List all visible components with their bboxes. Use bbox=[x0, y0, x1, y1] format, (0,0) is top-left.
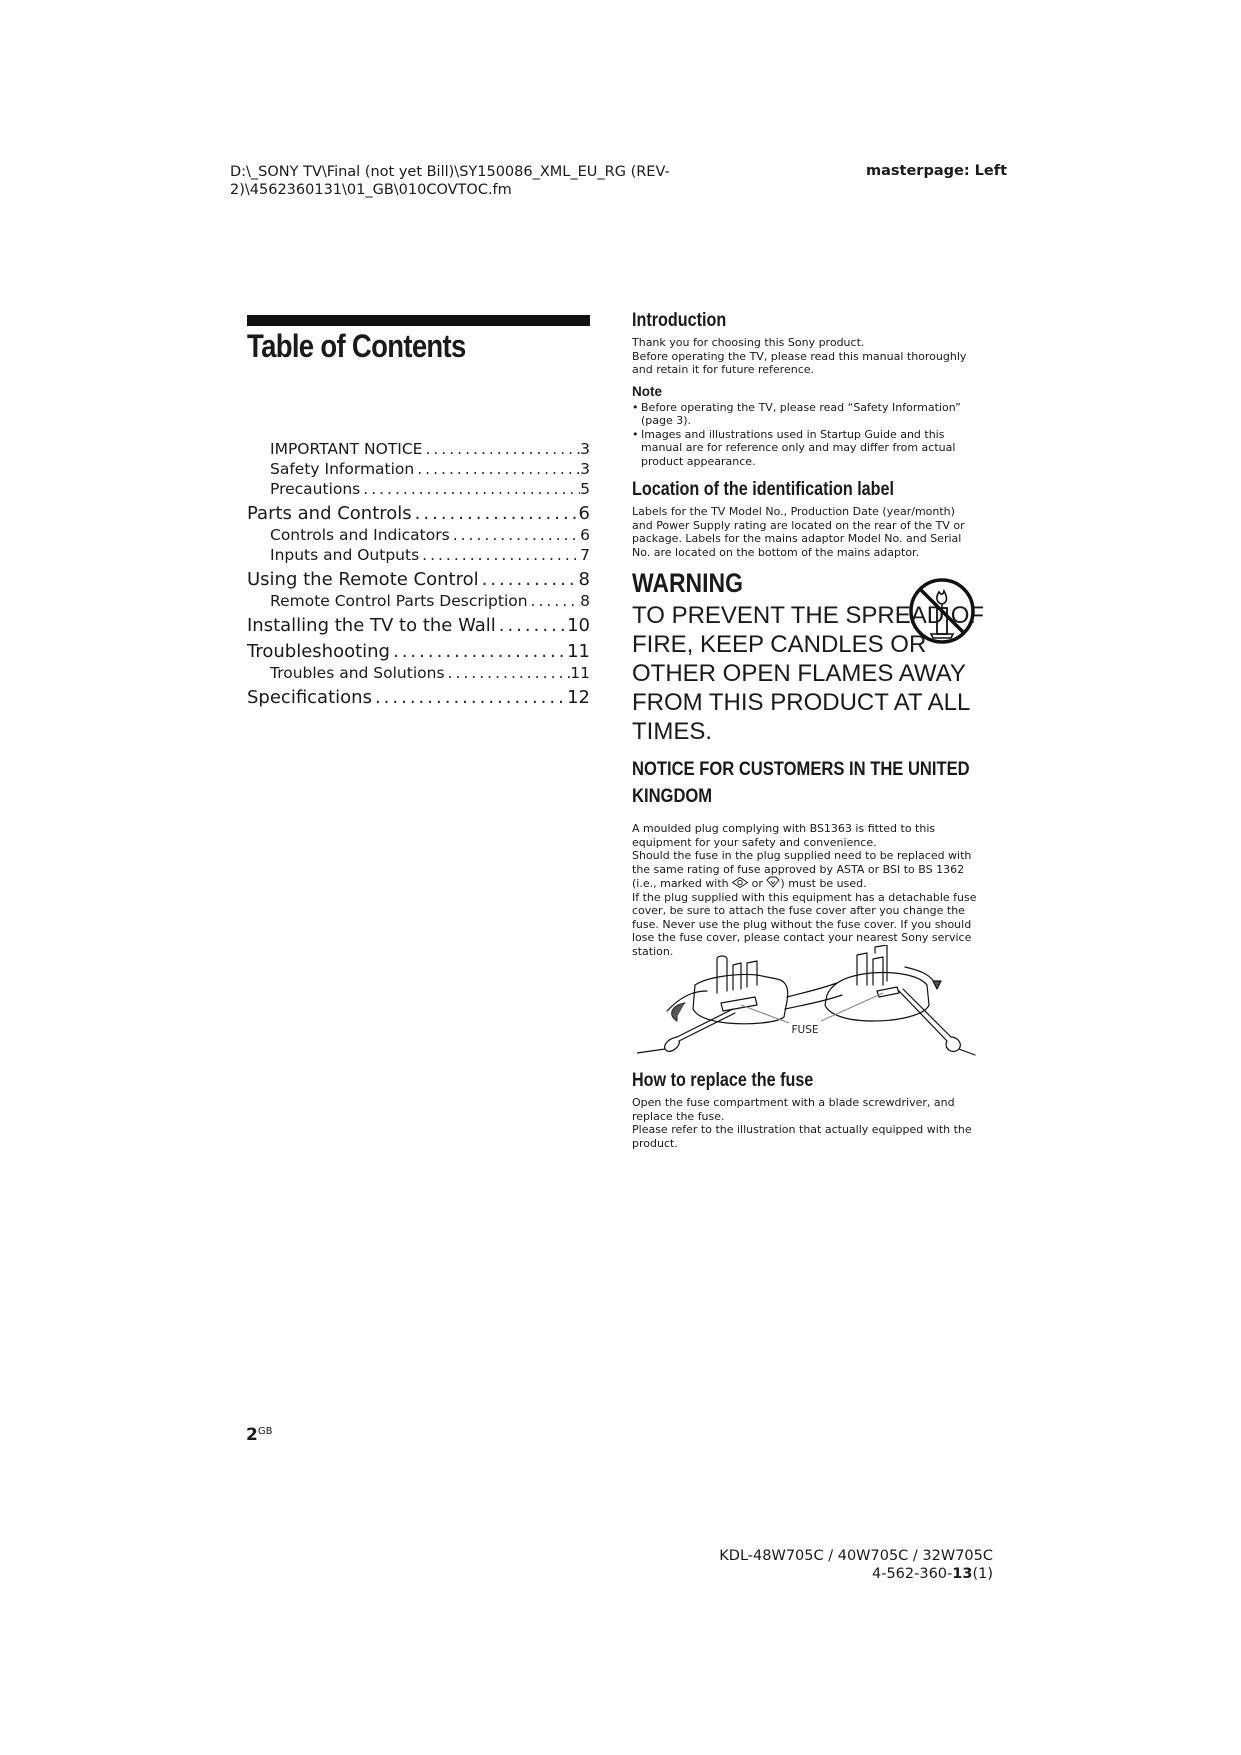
page-number-suffix: GB bbox=[257, 1426, 273, 1437]
toc-entry-page: 5 bbox=[580, 480, 590, 498]
plug-fuse-illustration bbox=[637, 945, 977, 1057]
uk-notice-paragraph-2-or: or bbox=[751, 877, 763, 890]
uk-notice-paragraph-2-start: Should the fuse in the plug supplied need to be replaced with the same rating of fuse approved by ASTA or BSI to BS 1362 (i.e., marked with bbox=[632, 849, 972, 890]
toc-entry[interactable] bbox=[247, 440, 590, 460]
identification-label-text: Labels for the TV Model No., Production Date (year/month) and Power Supply rating are located on the rear of the TV or package. Labels for the mains adaptor Model No. and Serial No. are located on the bottom of the mains adaptor. bbox=[632, 505, 965, 559]
uk-notice-paragraph-1: A moulded plug complying with BS1363 is fitted to this equipment for your safety and convenience. bbox=[632, 822, 936, 849]
toc-entry[interactable] bbox=[247, 615, 590, 638]
page-number bbox=[246, 1425, 272, 1445]
asta-mark-icon bbox=[732, 877, 748, 888]
intro-text-1: Thank you for choosing this Sony product. bbox=[632, 336, 865, 349]
warning-text: TO PREVENT THE SPREAD OF FIRE, KEEP CANDLES OR OTHER OPEN FLAMES AWAY FROM THIS PRODUCT AT ALL TIMES. bbox=[632, 602, 985, 745]
toc-entry[interactable] bbox=[247, 569, 590, 592]
bullet-glyph: • bbox=[632, 400, 639, 414]
toc-entry-title: Precautions bbox=[270, 480, 361, 498]
toc-leader-dots bbox=[390, 641, 567, 662]
toc-entry-page: 3 bbox=[580, 440, 590, 458]
toc-entry-page: 11 bbox=[570, 664, 590, 682]
page-number-value: 2 bbox=[246, 1425, 258, 1445]
toc-leader-dots bbox=[412, 503, 579, 524]
toc-entry[interactable] bbox=[247, 687, 590, 710]
toc-entry-title: Remote Control Parts Description bbox=[270, 592, 528, 610]
toc-entry[interactable] bbox=[247, 526, 590, 546]
toc-entry-page: 12 bbox=[567, 687, 590, 708]
replace-fuse-heading: How to replace the fuse bbox=[632, 1070, 814, 1091]
toc-entry[interactable] bbox=[247, 641, 590, 664]
intro-text-2: Before operating the TV, please read this manual thoroughly and retain it for future reference. bbox=[632, 349, 967, 376]
toc-list bbox=[247, 440, 590, 710]
note-bullet-text: Before operating the TV, please read “Safety Information” (page 3). bbox=[641, 400, 961, 427]
note-heading: Note bbox=[632, 383, 662, 399]
note-bullet bbox=[632, 428, 977, 469]
toc-entry-title: Inputs and Outputs bbox=[270, 546, 420, 564]
bsi-kitemark-icon bbox=[766, 876, 780, 888]
toc-entry[interactable] bbox=[247, 546, 590, 566]
toc-entry-page: 10 bbox=[567, 615, 590, 636]
toc-leader-dots bbox=[360, 480, 580, 498]
uk-notice-paragraph-2-end: ) must be used. bbox=[780, 877, 867, 890]
toc-entry-title: Parts and Controls bbox=[247, 503, 412, 524]
toc-entry-page: 3 bbox=[580, 460, 590, 478]
toc-entry[interactable] bbox=[247, 503, 590, 526]
uk-notice-paragraph-2 bbox=[632, 849, 977, 891]
replace-fuse-text-2: Please refer to the illustration that actually equipped with the product. bbox=[632, 1123, 972, 1150]
toc-entry-title: IMPORTANT NOTICE bbox=[270, 440, 423, 458]
toc-entry-title: Controls and Indicators bbox=[270, 526, 450, 544]
toc-entry[interactable] bbox=[247, 592, 590, 612]
toc-entry-title: Troubles and Solutions bbox=[270, 664, 445, 682]
footer-code-prefix: 4-562-360- bbox=[871, 1566, 953, 1582]
uk-notice-paragraph-3: If the plug supplied with this equipment has a detachable fuse cover, be sure to attach the fuse cover after you change the fuse. Never use the plug without the fuse cover. If you should lose the fuse cover, please contact your nearest Sony service station. bbox=[632, 890, 977, 958]
masterpage-label: masterpage: Left bbox=[866, 163, 1007, 179]
toc-entry-page: 6 bbox=[578, 503, 590, 524]
toc-entry-page: 8 bbox=[580, 592, 590, 610]
footer bbox=[719, 1547, 993, 1583]
toc-entry-page: 11 bbox=[567, 641, 590, 662]
bullet-glyph: • bbox=[632, 427, 639, 441]
uk-notice-section bbox=[632, 756, 977, 958]
warning-heading: WARNING bbox=[632, 568, 743, 598]
introduction-heading: Introduction bbox=[632, 310, 727, 331]
identification-label-section bbox=[632, 479, 977, 559]
uk-notice-heading: NOTICE FOR CUSTOMERS IN THE UNITED KINGDOM bbox=[632, 758, 970, 807]
footer-models: KDL-48W705C / 40W705C / 32W705C bbox=[719, 1548, 993, 1564]
toc-entry[interactable] bbox=[247, 664, 590, 684]
toc-entry-title: Safety Information bbox=[270, 460, 415, 478]
note-bullet-text: Images and illustrations used in Startup Guide and this manual are for reference only and may differ from actual product appearance. bbox=[641, 427, 956, 468]
toc-entry-title: Troubleshooting bbox=[247, 641, 390, 662]
note-bullet bbox=[632, 401, 977, 428]
toc-leader-dots bbox=[479, 569, 579, 590]
toc-leader-dots bbox=[419, 546, 580, 564]
toc-leader-dots bbox=[528, 592, 581, 610]
replace-fuse-text-1: Open the fuse compartment with a blade screwdriver, and replace the fuse. bbox=[632, 1096, 955, 1123]
toc-entry-title: Specifications bbox=[247, 687, 372, 708]
toc-title: Table of Contents bbox=[247, 328, 466, 364]
replace-fuse-section bbox=[632, 1070, 977, 1150]
toc-entry-page: 8 bbox=[578, 569, 590, 590]
toc-leader-dots bbox=[496, 615, 567, 636]
toc-entry[interactable] bbox=[247, 460, 590, 480]
toc-leader-dots bbox=[372, 687, 567, 708]
toc-leader-dots bbox=[414, 460, 580, 478]
footer-code-bold: 13 bbox=[952, 1566, 973, 1582]
footer-code-suffix: (1) bbox=[972, 1566, 993, 1582]
no-open-flame-icon bbox=[907, 576, 977, 646]
toc-entry[interactable] bbox=[247, 480, 590, 500]
toc-entry-title: Using the Remote Control bbox=[247, 569, 479, 590]
toc-entry-title: Installing the TV to the Wall bbox=[247, 615, 496, 636]
toc-title-bar bbox=[247, 315, 590, 326]
footer-code bbox=[719, 1565, 993, 1583]
toc-leader-dots bbox=[445, 664, 571, 682]
identification-label-heading: Location of the identification label bbox=[632, 479, 894, 500]
fuse-label: FUSE bbox=[791, 1024, 819, 1036]
introduction-section bbox=[632, 310, 977, 468]
file-path-header: D:\_SONY TV\Final (not yet Bill)\SY150086_XML_EU_RG (REV-2)\4562360131\01_GB\010COVTOC.fm bbox=[230, 164, 670, 198]
toc-entry-page: 7 bbox=[580, 546, 590, 564]
toc-entry-page: 6 bbox=[580, 526, 590, 544]
toc-leader-dots bbox=[422, 440, 580, 458]
toc-leader-dots bbox=[450, 526, 580, 544]
